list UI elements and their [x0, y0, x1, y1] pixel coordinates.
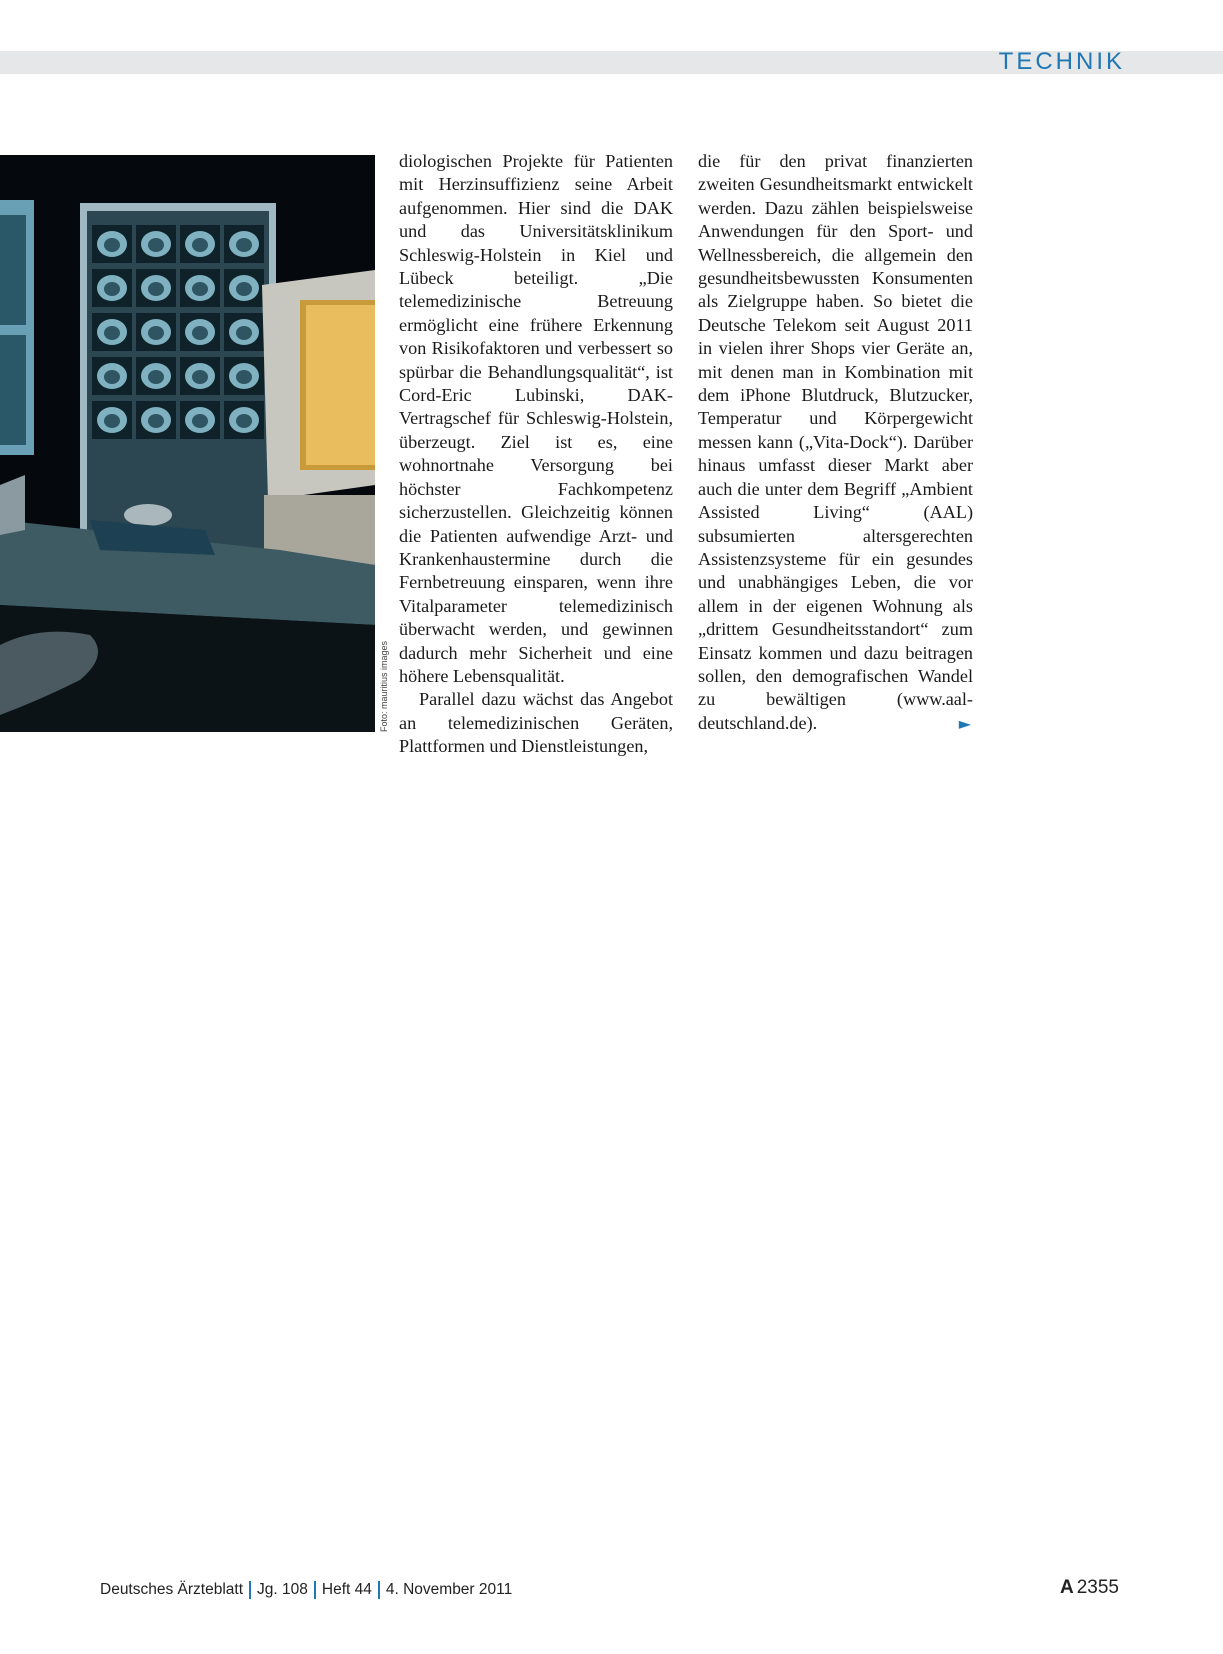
- section-label: TECHNIK: [998, 48, 1125, 75]
- divider: [378, 1581, 380, 1599]
- issue-date: 4. November 2011: [385, 1581, 513, 1598]
- journal-name: Deutsches Ärzteblatt: [100, 1581, 244, 1598]
- paragraph: diologischen Projekte für Patienten mit Herzinsuffizienz seine Arbeit aufgenommen. Hier sind die DAK und das Universitätsklinikum Schleswig-Holstein in Kiel und Lübeck beteiligt. „Die telemedizinische Betreuung ermöglicht eine frühere Erkennung von Risikofaktoren und verbessert so spürbar die Behandlungsqualität“, ist Cord-Eric Lubinski, DAK-Vertragschef für Schleswig-Holstein, überzeugt. Ziel ist es, eine wohnortnahe Versorgung bei höchster Fachkompetenz sicherzustellen. Gleichzeitig können die Patienten aufwendige Arzt- und Krankenhaustermine durch die Fernbetreuung einsparen, wenn ihre Vitalparameter telemedizinisch überwacht werden, und gewinnen dadurch mehr Sicherheit und eine höhere Lebensqualität.: [399, 151, 673, 686]
- page-prefix: A: [1059, 1577, 1074, 1598]
- paragraph-text: die für den privat finanzierten zweiten Gesundheitsmarkt entwickelt werden. Dazu zählen beispielsweise Anwendungen für den Sport- und Wellnessbereich, die allgemein den gesundheitsbewussten Konsumenten als Zielgruppe haben. So bietet die Deutsche Telekom seit August 2011 in vielen ihrer Shops vier Geräte an, mit denen man in Kombination mit dem iPhone Blutdruck, Blutzucker, Temperatur und Körpergewicht messen kann („Vita-Dock“). Darüber hinaus umfasst dieser Markt aber auch die unter dem Begriff „Ambient Assisted Living“ (AAL) subsumierten altersgerechten Assistenzsysteme für ein gesundes und unabhängiges Leben, die vor allem in der eigenen Wohnung als „drittem Gesundheitsstandort“ zum Einsatz kommen und dazu beitragen sollen, den demografischen Wandel zu bewältigen (www.aal-deutschland.de).: [698, 151, 973, 733]
- photo-credit: Foto: mauritius images: [379, 640, 389, 732]
- divider: [314, 1581, 316, 1599]
- page-number-value: 2355: [1076, 1577, 1119, 1598]
- article-column-1: [399, 150, 673, 759]
- article-column-2: [698, 150, 973, 735]
- continue-arrow-icon: ►: [958, 713, 971, 733]
- paragraph: [698, 150, 973, 735]
- page-number: [1060, 1577, 1119, 1599]
- divider: [249, 1581, 251, 1599]
- volume: Jg. 108: [257, 1581, 308, 1598]
- article-photo: [0, 155, 375, 732]
- issue: Heft 44: [321, 1581, 372, 1598]
- page-footer: [100, 1581, 512, 1599]
- paragraph: Parallel dazu wächst das Angebot an telemedizinischen Geräten, Plattformen und Dienstleistungen,: [399, 689, 673, 757]
